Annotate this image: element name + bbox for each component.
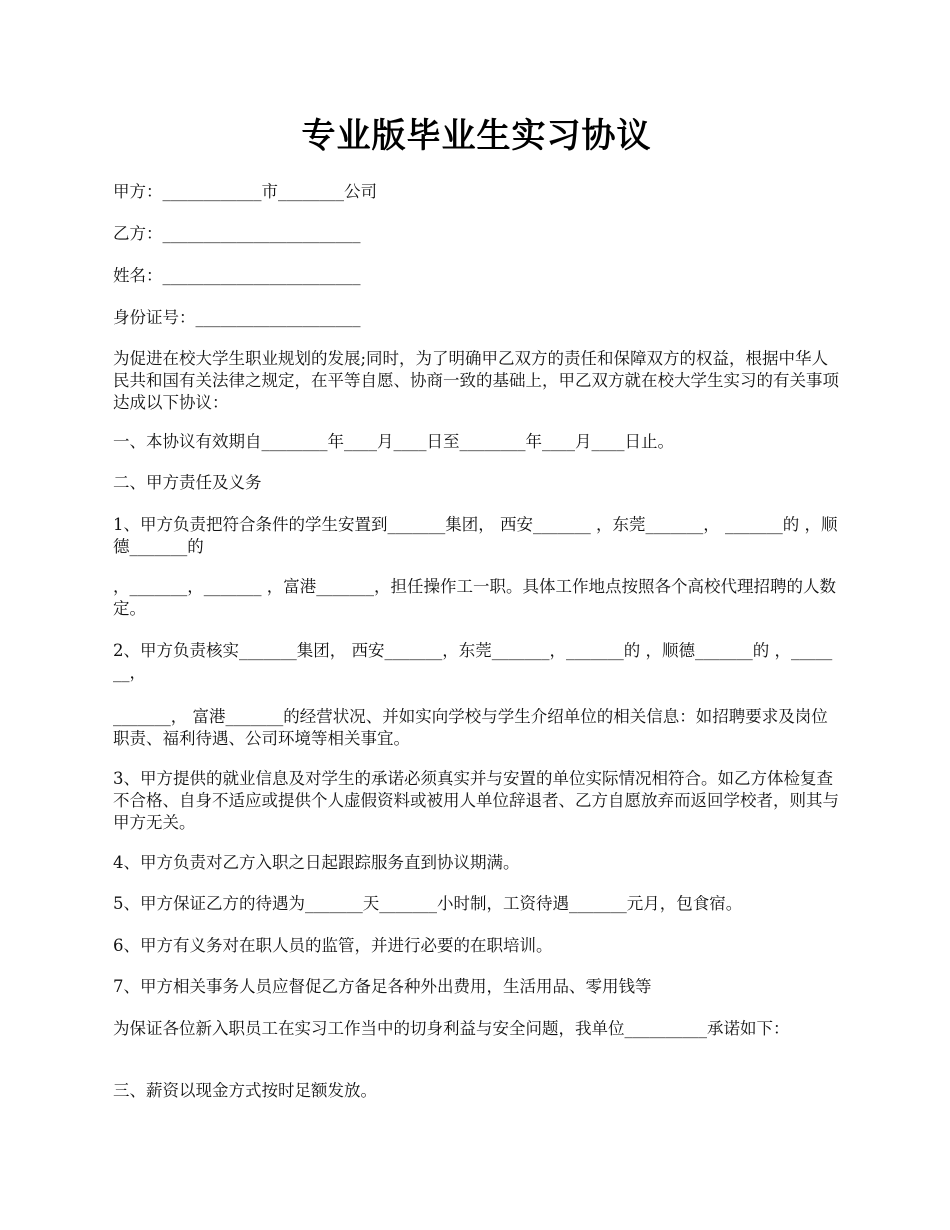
clause-1-part-1: 1、甲方负责把符合条件的学生安置到_______集团， 西安_______ ，东莞_______， _______的 ，顺德_______的	[113, 515, 838, 556]
clause-1-part-2: ，_______，_______ ，富港_______，担任操作工一职。具体工作地点按照各个高校代理招聘的人数定。	[113, 577, 836, 618]
clause-2-part-1: 2、甲方负责核实_______集团， 西安_______，东莞_______，_______的 ，顺德_______的 ，_______，	[113, 641, 833, 682]
party-a-line: 甲方：____________市________公司	[113, 182, 377, 201]
clause-2-part-2: _______， 富港_______的经营状况、并如实向学校与学生介绍单位的相关信息：如招聘要求及岗位职责、福利待遇、公司环境等相关事宜。	[113, 707, 828, 748]
document-title: 专业版毕业生实习协议	[301, 116, 652, 156]
name-line: 姓名：________________________	[113, 266, 361, 285]
clause-5: 5、甲方保证乙方的待遇为_______天_______小时制，工资待遇_______元月，包食宿。	[113, 894, 743, 913]
section-heading-salary: 三、薪资以现金方式按时足额发放。	[113, 1081, 377, 1100]
clause-3: 3、甲方提供的就业信息及对学生的承诺必须真实并与安置的单位实际情况相符合。如乙方体检复查不合格、自身不适应或提供个人虚假资料或被用人单位辞退者、乙方自愿放弃而返回学校者，则其与甲方无关。	[113, 769, 839, 832]
clause-7: 7、甲方相关事务人员应督促乙方备足各种外出费用，生活用品、零用钱等	[113, 977, 652, 996]
preamble-paragraph: 为促进在校大学生职业规划的发展;同时，为了明确甲乙双方的责任和保障双方的权益，根据中华人民共和国有关法律之规定，在平等自愿、协商一致的基础上，甲乙双方就在校大学生实习的有关事项达成以下协议：	[113, 349, 839, 412]
party-b-line: 乙方：________________________	[113, 224, 361, 243]
clause-6: 6、甲方有义务对在职人员的监管，并进行必要的在职培训。	[113, 936, 553, 955]
commitment-paragraph: 为保证各位新入职员工在实习工作当中的切身利益与安全问题，我单位__________承诺如下：	[113, 1019, 790, 1038]
clause-4: 4、甲方负责对乙方入职之日起跟踪服务直到协议期满。	[113, 853, 520, 872]
id-number-line: 身份证号：____________________	[113, 308, 361, 327]
validity-clause: 一、本协议有效期自________年____月____日至________年____月____日止。	[113, 432, 674, 451]
section-heading-party-a-duties: 二、甲方责任及义务	[113, 473, 262, 492]
